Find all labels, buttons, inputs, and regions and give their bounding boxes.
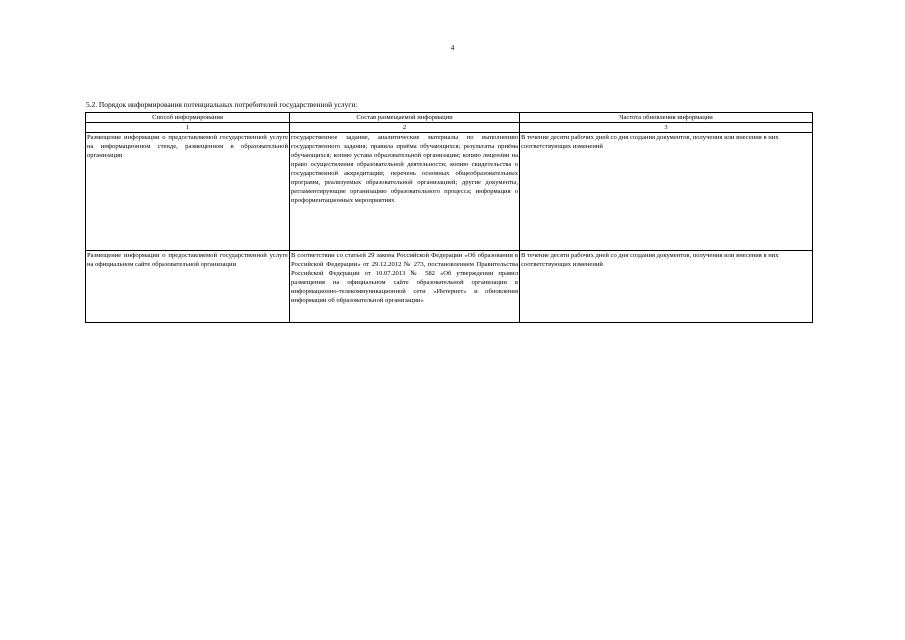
header-method: Способ информирования (86, 113, 290, 123)
information-table (85, 112, 813, 323)
row-frequency: В течение десяти рабочих дней со дня создания документов, получения или внесения в них соответствующих изменений (520, 251, 813, 323)
table-header-row (86, 113, 813, 123)
section-title: 5.2. Порядок информирования потенциальных потребителей государственной услуги: (86, 100, 358, 109)
page-number: 4 (450, 44, 455, 52)
row-frequency: В течение десяти рабочих дней со дня создания документов, получения или внесения в них соответствующих изменений (520, 133, 813, 251)
column-number-2: 2 (290, 123, 520, 133)
row-content: В соответствии со статьей 29 закона Российской Федерации «Об образовании в Российской Федерации» от 29.12.2012 № 273, постановлением Правительства Российской Федерации от 10.07.2013 № 582 «Об утверждении правил размещения на официальном сайте образовательной организации в информационно-телекоммуникационной сети «Интернет» и обновления информации об образовательной организации» (290, 251, 520, 323)
row-content: государственное задание, аналитические материалы по выполнению государственного задания; правила приёма обучающихся; результаты приёма обучающихся; копию устава образовательной организации; копию лицензии на право осуществления образовательной деятельности; копию свидетельства о государственной аккредитации; перечень основных общеобразовательных программ, реализуемых образовательной организацией; другие документы, регламентирующие организацию образовательного процесса; информация о профориентационных мероприятиях (290, 133, 520, 251)
header-content: Состав размещаемой информации (290, 113, 520, 123)
table-row (86, 251, 813, 323)
column-number-1: 1 (86, 123, 290, 133)
column-number-row (86, 123, 813, 133)
header-frequency: Частота обновления информации (520, 113, 813, 123)
row-method: Размещение информации о предоставляемой государственной услуге на официальном сайте образовательной организации (86, 251, 290, 323)
row-method: Размещение информации о предоставляемой государственной услуге на информационном стенде, размещенном в образовательной организации (86, 133, 290, 251)
table-row (86, 133, 813, 251)
column-number-3: 3 (520, 123, 813, 133)
